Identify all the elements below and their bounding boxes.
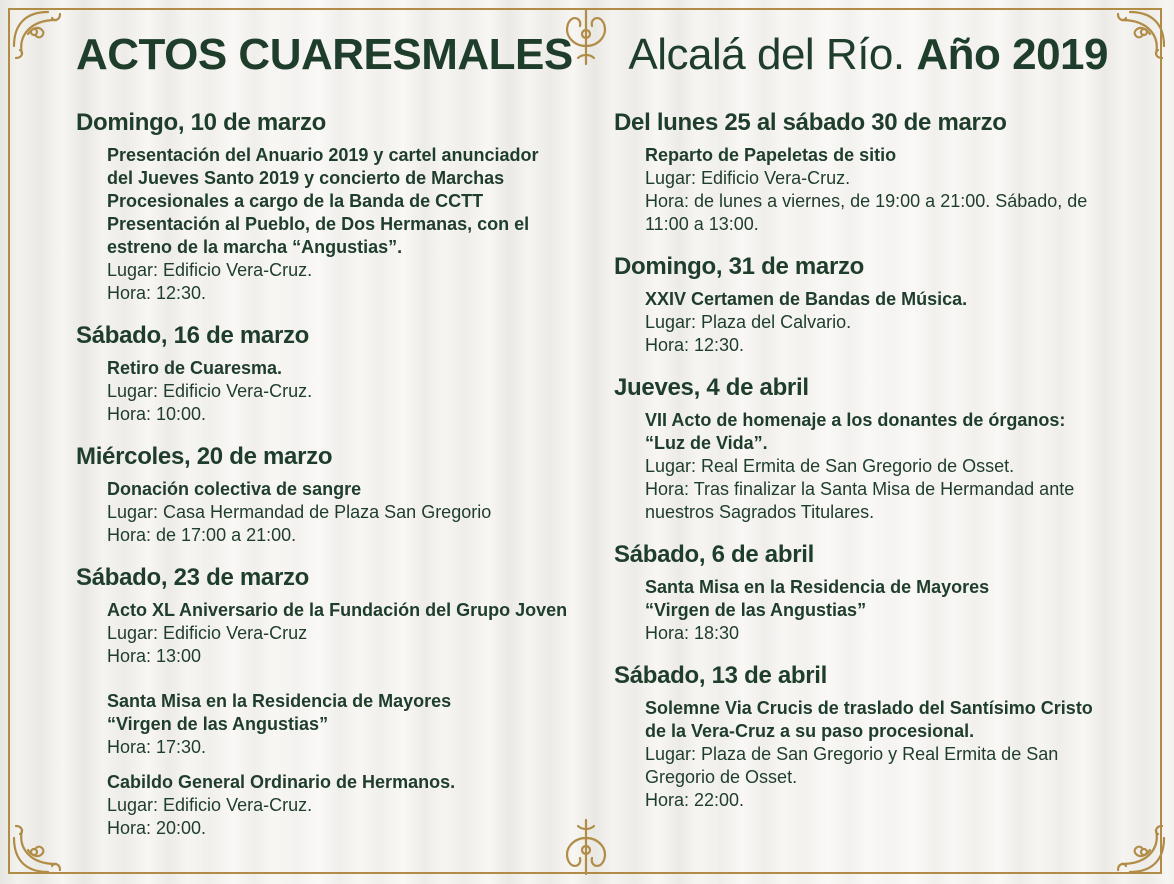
event-time: Hora: 22:00. xyxy=(645,790,745,810)
event-item xyxy=(645,288,1134,357)
event-name: Presentación al Pueblo, de Dos Hermanas, con el xyxy=(107,214,530,234)
event-location: Lugar: Edificio Vera-Cruz. xyxy=(107,795,313,815)
event-time: Hora: 20:00. xyxy=(107,818,207,838)
right-column xyxy=(614,108,1134,828)
day-heading: Sábado, 13 de abril xyxy=(614,662,828,689)
left-column xyxy=(76,108,576,856)
event-time: Hora: de lunes a viernes, de 19:00 a 21:00. Sábado, de xyxy=(645,191,1088,211)
event-name: “Luz de Vida”. xyxy=(645,433,768,453)
event-name: “Virgen de las Angustias” xyxy=(645,600,867,620)
event-name: Reparto de Papeletas de sitio xyxy=(645,145,897,165)
day-heading: Sábado, 6 de abril xyxy=(614,541,814,568)
day-heading: Domingo, 10 de marzo xyxy=(76,109,327,136)
event-item xyxy=(645,576,1134,645)
event-item xyxy=(107,144,576,305)
event-location: Gregorio de Osset. xyxy=(645,767,798,787)
event-time: Hora: Tras finalizar la Santa Misa de Hermandad ante xyxy=(645,479,1075,499)
event-time: 11:00 a 13:00. xyxy=(645,214,759,234)
event-item xyxy=(107,599,576,668)
event-location: Lugar: Edificio Vera-Cruz xyxy=(107,623,308,643)
event-name: Cabildo General Ordinario de Hermanos. xyxy=(107,772,456,792)
day-section xyxy=(76,563,576,840)
event-location: Lugar: Casa Hermandad de Plaza San Gregorio xyxy=(107,502,492,522)
event-location: Lugar: Edificio Vera-Cruz. xyxy=(645,168,851,188)
spacer xyxy=(76,668,576,690)
event-name: Donación colectiva de sangre xyxy=(107,479,362,499)
event-name: estreno de la marcha “Angustias”. xyxy=(107,237,403,257)
event-name: Santa Misa en la Residencia de Mayores xyxy=(107,691,452,711)
event-item xyxy=(107,357,576,426)
event-item xyxy=(645,697,1134,812)
corner-ornament-icon xyxy=(8,814,72,878)
event-name: VII Acto de homenaje a los donantes de órganos: xyxy=(645,410,1066,430)
day-heading: Sábado, 16 de marzo xyxy=(76,322,310,349)
day-section xyxy=(76,321,576,426)
event-location: Lugar: Plaza de San Gregorio y Real Ermita de San xyxy=(645,744,1059,764)
event-name: de la Vera-Cruz a su paso procesional. xyxy=(645,721,975,741)
day-heading: Miércoles, 20 de marzo xyxy=(76,443,333,470)
event-location: Lugar: Edificio Vera-Cruz. xyxy=(107,381,313,401)
event-name: Solemne Via Crucis de traslado del Santísimo Cristo xyxy=(645,698,1093,718)
day-heading: Jueves, 4 de abril xyxy=(614,374,809,401)
day-section xyxy=(614,252,1134,357)
event-name: Acto XL Aniversario de la Fundación del Grupo Joven xyxy=(107,600,568,620)
event-name: “Virgen de las Angustias” xyxy=(107,714,329,734)
event-time: Hora: 13:00 xyxy=(107,646,202,666)
event-location: Lugar: Edificio Vera-Cruz. xyxy=(107,260,313,280)
event-location: Lugar: Plaza del Calvario. xyxy=(645,312,852,332)
event-item xyxy=(107,690,576,759)
day-heading: Domingo, 31 de marzo xyxy=(614,253,865,280)
event-item xyxy=(107,771,576,840)
event-name: del Jueves Santo 2019 y concierto de Marchas xyxy=(107,168,505,188)
event-location: Lugar: Real Ermita de San Gregorio de Osset. xyxy=(645,456,1015,476)
event-time: Hora: 18:30 xyxy=(645,623,740,643)
corner-ornament-icon xyxy=(8,6,72,70)
event-name: Procesionales a cargo de la Banda de CCTT xyxy=(107,191,484,211)
event-item xyxy=(107,478,576,547)
event-time: Hora: 12:30. xyxy=(107,283,207,303)
day-heading: Del lunes 25 al sábado 30 de marzo xyxy=(614,109,1007,136)
event-time: nuestros Sagrados Titulares. xyxy=(645,502,875,522)
event-item xyxy=(645,144,1134,236)
event-name: Retiro de Cuaresma. xyxy=(107,358,283,378)
day-section xyxy=(76,442,576,547)
event-time: Hora: 10:00. xyxy=(107,404,207,424)
town-name: Alcalá del Río. xyxy=(628,30,917,79)
day-section xyxy=(614,108,1134,236)
day-section xyxy=(76,108,576,305)
spacer xyxy=(76,759,576,771)
event-time: Hora: de 17:00 a 21:00. xyxy=(107,525,297,545)
event-time: Hora: 17:30. xyxy=(107,737,207,757)
event-name: Presentación del Anuario 2019 y cartel anunciador xyxy=(107,145,539,165)
event-name: XXIV Certamen de Bandas de Música. xyxy=(645,289,968,309)
event-name: Santa Misa en la Residencia de Mayores xyxy=(645,577,990,597)
page-subtitle xyxy=(628,30,1108,80)
page-title: ACTOS CUARESMALES xyxy=(76,30,573,79)
event-item xyxy=(645,409,1134,524)
day-heading: Sábado, 23 de marzo xyxy=(76,564,310,591)
day-section xyxy=(614,540,1134,645)
event-time: Hora: 12:30. xyxy=(645,335,745,355)
day-section xyxy=(614,661,1134,812)
year-label: Año 2019 xyxy=(916,30,1108,79)
day-section xyxy=(614,373,1134,524)
corner-ornament-icon xyxy=(1106,6,1170,70)
